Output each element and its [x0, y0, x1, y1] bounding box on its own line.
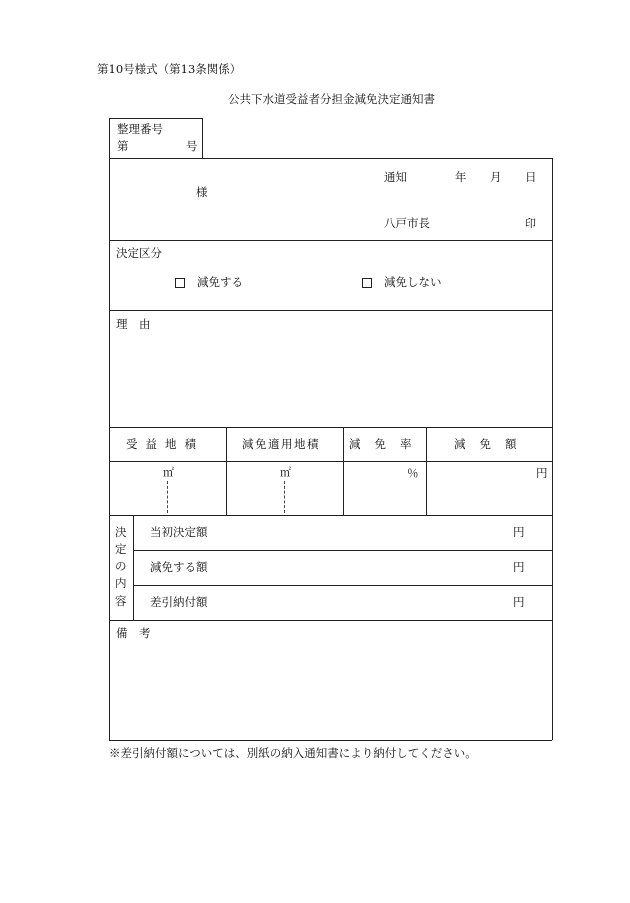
ref-box-top — [109, 118, 202, 119]
option-no-reduce-label: 減免しない — [384, 275, 442, 289]
net-payment-amount-unit: 円 — [513, 595, 525, 609]
footnote: ※差引納付額については、別紙の納入通知書により納付してください。 — [109, 746, 477, 760]
remarks-label: 備 考 — [116, 626, 151, 640]
option-reduce-label: 減免する — [197, 275, 243, 289]
table-bottom-border — [109, 740, 552, 741]
col-divider-1 — [226, 427, 227, 515]
decision-type-label: 決定区分 — [116, 246, 162, 260]
document-title: 公共下水道受益者分担金減免決定通知書 — [228, 92, 435, 106]
ref-number-label: 整理番号 — [117, 122, 163, 136]
dashed-divider-1 — [167, 481, 168, 513]
notice-day: 日 — [525, 170, 537, 184]
side-label-char-2: 定 — [115, 542, 127, 556]
side-label-char-1: 決 — [115, 525, 127, 539]
checkbox-reduce[interactable] — [175, 278, 185, 288]
form-number: 第10号様式（第13条関係） — [97, 62, 242, 76]
notice-month: 月 — [490, 170, 502, 184]
unit-percent: ％ — [407, 466, 419, 480]
net-payment-amount-label: 差引納付額 — [150, 595, 208, 609]
addressee-sama: 様 — [196, 185, 208, 199]
mayor-seal: 印 — [525, 217, 536, 230]
table-left-border — [109, 158, 110, 740]
mayor-name: 八戸市長 — [384, 216, 430, 230]
ref-go: 号 — [186, 139, 198, 153]
row-divider-5 — [109, 515, 552, 516]
reason-label: 理 由 — [116, 317, 151, 331]
table-top-border — [109, 158, 552, 159]
ref-dai: 第 — [117, 139, 129, 153]
row-divider-4 — [109, 461, 552, 462]
col-divider-2 — [343, 427, 344, 515]
col-divider-3 — [426, 427, 427, 515]
side-label-char-3: の — [115, 559, 127, 573]
reduction-amount-unit: 円 — [513, 560, 525, 574]
initial-decision-amount-unit: 円 — [513, 525, 525, 539]
notice-label: 通知 — [384, 170, 407, 184]
unit-sqm-1: ㎡ — [163, 466, 174, 479]
unit-sqm-2: ㎡ — [280, 466, 291, 479]
row-divider-3 — [109, 427, 552, 428]
table-right-border — [552, 158, 553, 740]
header-reduction-rate: 減免率 — [349, 437, 426, 451]
side-label-char-4: 内 — [115, 576, 127, 590]
side-label-char-5: 容 — [115, 594, 127, 608]
header-reduction-amount: 減免額 — [454, 437, 531, 451]
decision-row-divider-2 — [133, 585, 552, 586]
checkbox-no-reduce[interactable] — [362, 278, 372, 288]
row-divider-6 — [109, 620, 552, 621]
dashed-divider-2 — [284, 481, 285, 513]
notice-year: 年 — [455, 170, 467, 184]
row-divider-2 — [109, 310, 552, 311]
initial-decision-amount-label: 当初決定額 — [150, 525, 208, 539]
row-divider-1 — [109, 240, 552, 241]
header-reduction-area: 減免適用地積 — [242, 437, 320, 451]
ref-box-left — [109, 118, 110, 158]
decision-row-divider-1 — [133, 550, 552, 551]
decision-content-side-divider — [133, 515, 134, 620]
header-benefit-area: 受益地積 — [126, 437, 204, 451]
ref-box-right — [202, 118, 203, 158]
reduction-amount-label: 減免する額 — [150, 560, 208, 574]
unit-yen-amount: 円 — [536, 466, 548, 480]
